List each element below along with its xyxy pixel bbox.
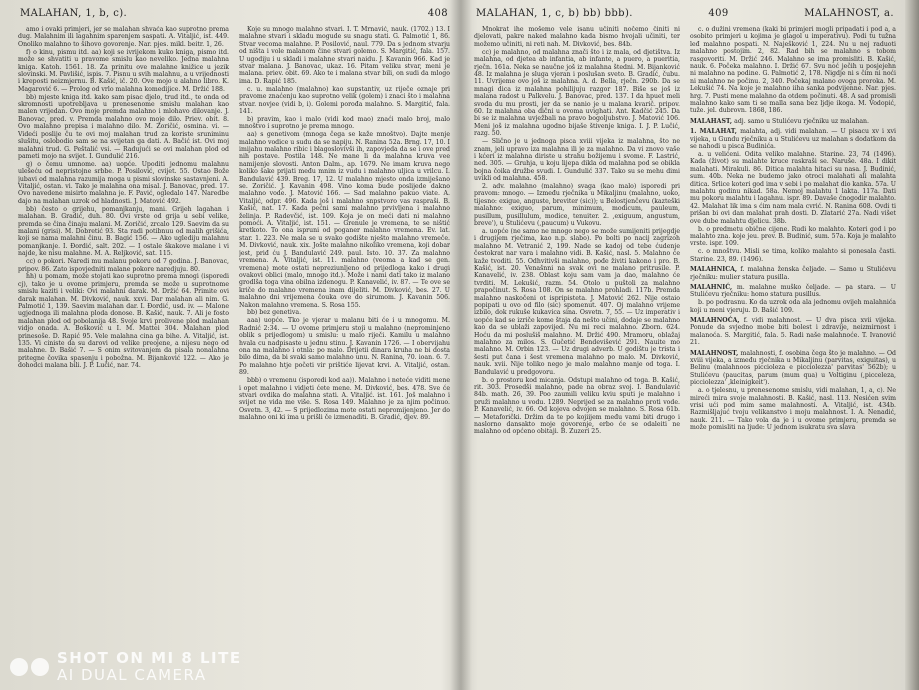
left-column-2 [239,26,450,686]
entry-paragraph: c. u. malahno (malahno) kao supstantiv, uz riječe oznaje pri pravome znaćenju kao suprotno velik (golem) i znaci što i malahna stvar. novjee (vidi b, i). Golemi porođa malahno. S. Margitić, fala. 141. [239,85,450,115]
book-gutter [450,0,472,690]
entry-paragraph: a. uopće (ne samo ne mnogo nego se može sumijeniti prijegdje i drugijem rječima, kao n.p. slabo). Po bolti po nacij zagrizoh malahno M. Vetranić 2, 199. Nade se kadoj od tebe ćudenje čestokrat nar vara i malahno vidi. B. Kašić, nasl. 5. Malahno će kaže tvoditi. 55. Odhvitivši malahno, pođe živiti kakono i pro. B. Kašić, ist. 20. Venašnni na svak ovi ne malano pritrusile. P. Kanavelić, iv. 238. Oblast koju sam vam ja dao, malahno će tvrditi. M. Lekušić, razm. 54. Otolo u puštoli za malahno prapočinut. S. Rosa 108. On se malahno prohladi. 117b. Premda malahno naskočeni ot ispripisteta. J. Matović 262. Nije ostaio popipati u ovo od filo (sic) spomenut. 407. Oj malahno vrijeme izbilo, dok rukuše kukavica sina. Osvetn. 7, 55. — Uz imperativ i uopće kad se izriče kome štaja da nešto učini, dodaje se malahno kao da se ublaži zapovijed. Nu mi reci malahno. Zborn. 624. Hoću da mi poslušiš malahno. M. Držić 490. Mramoru, oblažaj malahno za milos. S. Gučetić Bendevišević 291. Nauite mo malahno. M. Orbin 123. — Uz drugi adverb. U godištu je trista i šesti put čana i šest vremena malahno po malo. M. Divković, nauk. xvii. Nije toliko nego je malo malahno manje od toga. I. Bandulavić u predgovoru. [474,227,680,376]
dictionary-entry: MALAHNIĆ, m. malahne muško čeljade. — pa stara. — U Stulićevu rječniku: homo statura pusillus. [690,283,896,299]
entry-headword: 1. MALAHAT, [690,128,741,136]
entry-paragraph: aaa) uopće. Tko je vjerar u malanu biti će i u mnogomu. M. Radnić 2:34. — U ovome primjeru stoji u malahno (neprominjeno oblik s prijedlogom) u smislu: u malo riječi. Kamilu u malahno hvala cu nadpisaste u jednu stinu. J. Kavanin 1726. — I obervijahu ona na malahno i otnla: po malo. Drijetii dinara kruha ne bi dosta bilo dima, da bi svaki samo malahno unu. N. Ranina, 70. ioan. 6. 7. Po malahno htje početi vir prištiće lijevat krvi. A. Vitaljić, ostan. 89. [239,317,450,377]
watermark-line-1: SHOT ON MI 8 LITE [57,649,242,667]
entry-paragraph: bb) često o grijehu, pomanjkanju, mani. Grijeh lagahan i malahan. B. Gradić, duh. 80. Ovi vrste od grija u sebi velike, premda se čina činaju malani. M. Zoričić, zrcalo 129. Saevim da su malani (grisi). M. Dobretić 93. Sta radi potibnuu od malih grišića, koji se nama malahni činu. B. Bagić 156. — Ako uglediju malahnu pomanjkanje. I. Đordić, salt. 202. — I ostale škakove malane i vi najde, ke nisu malahne. M. A. Reljković, sat. 115. [18,205,229,258]
entry-paragraph: bb) bez genetiva. [247,309,302,317]
entry-headword: MALAHNIĆ, [690,283,737,291]
right-column-2 [690,26,896,686]
entry-paragraph: bbb) o vremenu (isporedi kod aa)). Malahno i neteće viditi mene i opet malahno i vidjeti ćete mene. M. Divković, bes. 478. Sve će stvari ovdika do malahna stati. A. Vitaljić. ist. 161. Još malahno i svijet ne vida me više. S. Rosa 149. Malahno je za njim počinuo. Osvetn. 3, 42. — S prijedlozima mote ostati nepromijenjeno. Jer do malahno oni ki ima u prišli če izmenaditi. B. Gradić, djev. 89. [239,377,450,422]
dictionary-entry: MALAHAST, adj. samo u Stulićevu rječniku uz malahan. [690,117,870,125]
dictionary-entry: 1. MALAHAT, malahta, adj. vidi malahan. — U pisacu xv i xvi vijeka, u Gundu rječniku a u Stulićevu uz malahan s dodatkom da se nahodi u pisca Budinića. [690,128,896,151]
camera-watermark [10,650,242,684]
entry-paragraph: amo i ovaki primjeri, jer se malahan shvaća kao suprotno prema dug. Malahnim ili lagahnim sparenjem saspati. A. Vitaljić, ist. 449. Onoliko malahno to šihovo govorenje. Nar. pjes. mikl. beitr. 1, 26. [18,26,229,48]
entry-paragraph: — Slično je u jednoga pisca xviii vijeka iz malahna, što ne znam, jeli upravo iza malahna ili je za malahno. Da vi znovo vaše i kćeri iz malahna diriste u strahu božijemu i svome. F. Lastrić, ned. 305. — Gruhja, u koju lijepa dikla od malahna pod se obikla bojna čoika družbe svudi. I. Gundulić 337. Tako su se mehu dimi uvikli od malahna. 458. [474,138,680,183]
left-page-number: 408 [427,7,448,19]
entry-paragraph: b. o predmetu obične cijene. Rudi ko malahto. Koteri god i po malahto zna. koje jeu. prev. B. Budinić, sum. 57a. Koja je malahto vrste. ispr. 109. [690,225,896,248]
left-page [14,0,454,690]
left-page-header [14,0,454,26]
entry-paragraph: g) o čemu umnome. aa) uopće. Upoditi jednomu malahnu ulešeću od nepristojne srbbe. P. Posilović, cvijet. 55. Ostao Bože jubavi od malahna razumija moga u pismi slovinske sastavnjeni. A. Vitaljić, ostan. vi. Tako je malahna ona misal. J. Banovac, pred. 17. Ovo navedene misirto malahna je. F. Pavić, ogledalo 147. Naredbe dajo na malahan uzrok od hladnosti. J. Matović 492. [18,160,229,205]
entry-paragraph: b) pravim, kao i malo (vidi kod mao) znaći malo broj, malo mnoštvo i suprotno je prema mnogo. [239,115,450,131]
camera-logo-icon [10,658,49,676]
entry-paragraph: Mnokrat ihe mošemo vele isanu učiniti nočemo činiti ni djelovati, pakre naked malahno kada bismo hvojali učiniti, ter možemo učiniti, ni reti nah. M. Divković, bes. 84b. [474,26,680,48]
left-column-1 [18,26,229,686]
entry-paragraph: a. o tjelesnu, u prenesenome smislu, vidi malahan, 1, a, c). Ne mireći mira svoje malahnosti. B. Kašić, nasl. 113. Nesićen svim vrisi ući pod mim same malahnosti. A. Vitaljić, ist. 434b. Razmišljajuć tvoju velikanstvo i moju malahnost. I. A. Nenadić, nauk. 211. — Tako vola da je i u ovome primjeru, premda se može pomisliti na ljude: U jednom isukratu sva slava [690,387,896,432]
entry-paragraph: Koje su mnogo malahno stvari. I. T. Mrnavić, nauk. (1702.) 13. I malahne stvari i skladu mogude su snagu stati. G. Palmotić 1, 86. Stvar vecoma malahne. P. Posilović, naul. 779. Da s jednom stvarju od ništa i vole malanom čine stvari golemo. S. Margitić, fala. 157. U ugodiju i u skladi i malahne stvari naidu. J. Kavanin 966. Kad je stvar malana. J. Banovac, ukaz. 16. Pitam veliku stvar, meni je malana. priev. obit. 69. Ako te i malana stvar bili, on sudi da mlogo ima. D. Rapić 185. [239,26,450,85]
entry-paragraph: hh) u pomam, može stojati kao suprotno prema mnogi (isporedi cj), tako je u ovome primjeru, premda se može u suprotnome smislu kaziti i veliki: Ovi malahni darak. M. Držić 64. Primite ovi darak malahan. M. Divković, nauk. xxvi. Dar malahan ali nim. G. Palmotić 1, 139. Saevim malahan dar. I. Đordić, usd. iv. — Malone ugjednoga ili malahna ploda donose. B. Kašić, nauk. 7. Ali je fosto malahan plod od pobolanija 48. Svoje krvi prolivene plod malahan vidjo onada. A. Bošković u I. M. Mattei 304. Malahan plod prinesoše. D. Rapić 95. Vele malahna cina ga bihe. A. Vitaljić, ist. 135. Vi ciniste da su darovi od velike preojene, a nijesu nego od malahne. D. Bašić 7. — S onim svitovanjem da pisala nonalahna pritegne čovika spasenju i pobožna. M. Bijanković 122. — Ako je dohodci malana bili. J. P. Lučić, nar. 74. [18,273,229,370]
left-header-entry-range: MALAHAN, 1, b, c). [20,7,128,19]
page-edge [905,0,919,690]
right-column-1 [474,26,680,686]
right-header-last-entry: MALAHNOST, a. [804,7,894,19]
entry-paragraph: cc) je malahno, od malahna znači što i iz mala, od djetištva. Iz malahna, od djetea ab infantia, ab infante, a puero, a pueritia, rječn. 161a. Neka se naučne još iz malahna štedni. M. Bijanković 48. Iz malahna je sluga vjeran i poslušan sveto. B. Gradić, čubu. 11. Uvrijeme ovo još iz malahna. A. d. Bella, rječn. 290b. Da se mnagi dica iz malahna pohilijuju razgor 187. Biše se još iz malana radost u Palkvelu. J. Banovac, pred. 137. I da hpuet meli svoda du mu prosti, jer da se nanio je u malana kvarič. pripov. 60. Iz malahna oba dični u ovoma uvighati. Ant. Kadčić 245. Da bi se iz malahna uvježbali na pravo bogoljubstvo. J. Matović 106. Meni još iz malahna ugodno bijaše štivenje kniga. I. J. P. Lučić, razg. 50. [474,48,680,138]
entry-headword: MALAHNICA, [690,266,741,274]
entry-headword: MALAHNOST, [690,349,741,357]
entry-paragraph: f) o kinu, pismu itd. aa) koji se ivrijekom kuko kniga, pismo itd. može se shvatiti u pravome smislu kao neveliko. Jedna malahna kniga. Katoh. 1561. 18. Za prinitu ove malahne knižice u jezik slovinski. M. Pavlišić, ispis. 7. Pisnu u svih malahnu, a u vrijednosti i kreposti neizmjernu. B. Kašić, ič. 20. Ove mojo u alahno libro. K. Magarović 6. — Prolog od vrlo malahna komedijice. M. Držić 188. [18,48,229,93]
entry-paragraph: a. u velićeni. Odita veliko malahne. Starine. 23, 74 (1496). Kada (život) su malahte kruce raskraši se. Naruše. 48a. I dikit malahati. Mirakuli. 86. Ditica malahta hitaci su nasa. J. Budinić, sum. 40b. Neka ne budemo jako otroci malahati ali malahta ditica. Srlice koteri god ima v sebi i po malahat dio kanka. 57a. U malahtu godinu nikad. 58a. Nemoj malahtu 1 lakta. 117a. Dati mu pokoru malahtu i lagahnu. ispr. 89. Davaše ćnogodir malahto. 42. Malahat lik ima s ćim nam mala cvrić. N. Ranina 608. Ovdi ti prišan bi ovi dan malahat prah dosti. D. Zlatarić 27a. Nadi višet ove dube malahtu djelicu. 38b. [690,151,896,225]
entry-headword: MALAHNOĆA, [690,317,744,325]
dictionary-entry: MALAHNOĆA, f. vidi malahnost. — U dva pisca xvii vijeka. Ponude da svjedno mobe biti bolest i zdravije, neizmirnost i malanoća. S. Margitić, fala. 5. Radi naše malahnoće. T. Ivanović 21. [690,317,896,347]
entry-paragraph: 2. adv. malahno (malahno) svaga (kao malo) isporedi pri pravom: mnogo. — Između rječnika u Mikaljinu (malahno, uoko, tijesno: exigue, anguste, breviter (sic)); u Belostjenčevu (kazteški malahno: exiguo, parum, minimum, modicum, pauleum, pusillum, pusillulum, modice, tenuiter. 2. ,exiguum, angustum, breve'), u Stulićevu (,paucum) u Vukovu. [474,183,680,228]
entry-paragraph: aa) s genetivom (mnoga čega se kaže mnoštvo). Dajte menje malahno vodice u sudu da se napiju. N. Ranina 52a. Brng. 17, 10. I imijahu malahno ribic i blagoslovivši ih, zapovjeda da se i ove pred nih postave. Postila 148. Ne mane li da malahna kruva vee namijenje slovosti. Anton Dalm., ap. 1679. Ne imam kruva nego koliko šake prijati među mnim iz vudu i malahno uljica u vrilcu. I. Bandulavić 439. Breg. 17, 12. U malahno mjesto onda izmiješano se. Zoričić. J. Kavanin 498. Vino koma bude poslijede dakno malahno vode. J. Matović 166. — Sad malahno pakuo viate. A. Vitaljić, odpr. 496. Kada još i malahno snpstvoro vas raspraši. B. Kašić, nat. 17. Kada pećni sami malahno prvivljena i malahno želinja. P. Radevčić, ist. 109. Koja je on meći dati ni malahno pomoći. A. Vitaljić, ist. 151. — Grenule je vremena, te se ništić kretkoto. To ona ispruni od poganer malahno vremena. Ev. lat. star. 1. 223. Ne mala se u svako godište nješto malahno vremeče. M. Divković, nauk. xix. Jošte malahno nikoliko vremena, koji dobar jest, priđ ću J. Bandulavić 249. paul. Isto. 10. 37. Za malahno vremena. A. Vitaljić, ist. 11. malahno (veoma a kad se gen. vremena) mote ostati nepreziunljeno od prijedloga kako i drugi ovakovi oblici (malo, mnogo itd.). Može i nami dati tako iz malano grodlša toga vina obilna izdenogu. P. Kanavelić, iv. 87. — Te ove se kriče do malahno vremena inam dijeliti. M. Divković, bes. 27. U malahno dni vrijemena čouka ove do sirumom. J. Kavanin 506. Nakon malahno vremena. S. Rosa 155. [239,131,450,309]
dictionary-entry: MALAHNICA, f. malahna ženska čeljade. — Samo u Stulićevu rječniku: mulier statura pusilla. [690,266,896,281]
entry-paragraph: c. o mnoštvu. Misli se tima, koliko malahto si ponesala časti. Starine. 23, 89. (1496). [690,248,896,263]
entry-headword: MALAHAST, [690,117,735,125]
entry-paragraph: bb) mjeste kniga itd. kako sam pisac djelo, trud itd., te onda od skromnosti upotrebljava u prenesenome smislu malahan kao malen vrijedan. Ovo moje premda malahno i mlohavo dilovanje. J. Banovac, pred. v. Premda malahno ovo moje dilo. Priev. obit. 8. Ovo malahno prepisa i malahno dilo. M. Zoričić, osmina. vi. — Videći poslije ču te ovi moj malahan trud za koriste sruniminu slušitu, oslobodio sam se na svijetan ga dati. A. Bačić ist. Ovi moj malahni trud. G. Peštalić vsi. — Radujući se ovi malahan plod od pameti mojo na svijet. I. Gundulić 216. [18,93,229,160]
right-page-header [470,0,900,26]
right-page-number: 409 [708,7,729,19]
watermark-line-2: AI DUAL CAMERA [57,666,207,684]
entry-paragraph: c. o dužini vremena (kaki bi primjeri mogli pripadati i pod a, a osobito primjeri u kojima je glagol u imperativu). Podi tu tužna leđ malahno pospati. N. Naješković 1, 224. Nu u nej raduoti malahno postojim. 2, 82. Rad bih se malahno s tobom rasgovoriti. M. Držić 246. Malahno se ima promisliti. B. Kašić, nauk. 6. Počeka malahno. I. Držić 67. Svu noć ječih u posjejehn ni malahno na podine. G. Palmotić 2, 178. Nigdje ni s čim ni noći ni malahno ne počinu. 2, 340. Počekaj malano ovoga proroka. M. Lekušić 74. Na koje je malahno iiha sanka podvijenne. Nar. pjes. hrg. 7. Pusti mene malahno da otdem počinuti. 48. A sad promisli malahno kako sam ti se malla sana bez ljdje ikoga. M. Vodopić, tuže. jel. dubrovn. 1868, 186. [690,26,896,115]
entry-paragraph: b. po podrasnu. Ko da uzrok oda ala jednomu ovijeh malahnića koji u meni vjeruju. D. Bašić 109. [690,299,896,314]
entry-paragraph: b. o prostoru kod micanja. Odstupi malahno od toga. B. Kašić, rit. 303. Prosedši malahno, pade na obraz svoj. I. Bandulavić 84b. math. 26, 39. Poo zaumili veliku kviu sputi je malahno i pruži malahno u vodu. 1289. Neprijed se za malahno proti vode. P. Kanavelić, iv. 66. Od kojeva odvojen se malahno. S. Rosa 61b. — Metaforički. Držim da te po kojiijem među vami biti drugo i naslorno dansakto moje govorenje, erbo će se odaleiti ne malahno od općeno obitaji. B. Zuzeri 25. [474,376,680,436]
dictionary-entry: MALAHNOST, malahnosti, f. osobina čega što je malahno. — Od xviii vijeka, a između rječnika u Mikaljinu (parvitas, exiguitas), u Belinu (malahnoos piccioleza e picciolezza' parvitas' 562b); u Stulićevu (paucitas, parum (mum qua) u Voltiginu (,picceleza, picciolezza' ,kleinigkeit'). [690,349,896,387]
right-header-entry-range: MALAHAN, 1, c, b) bb) bbb). [476,7,633,19]
right-page [470,0,900,690]
entry-paragraph: cc) o pokori. Naredi mu malanu pokoru od 7 godina. J. Banovac, pripov. 86. Zato ispovjedniti malane pokore naredjuju. 80. [18,258,229,273]
